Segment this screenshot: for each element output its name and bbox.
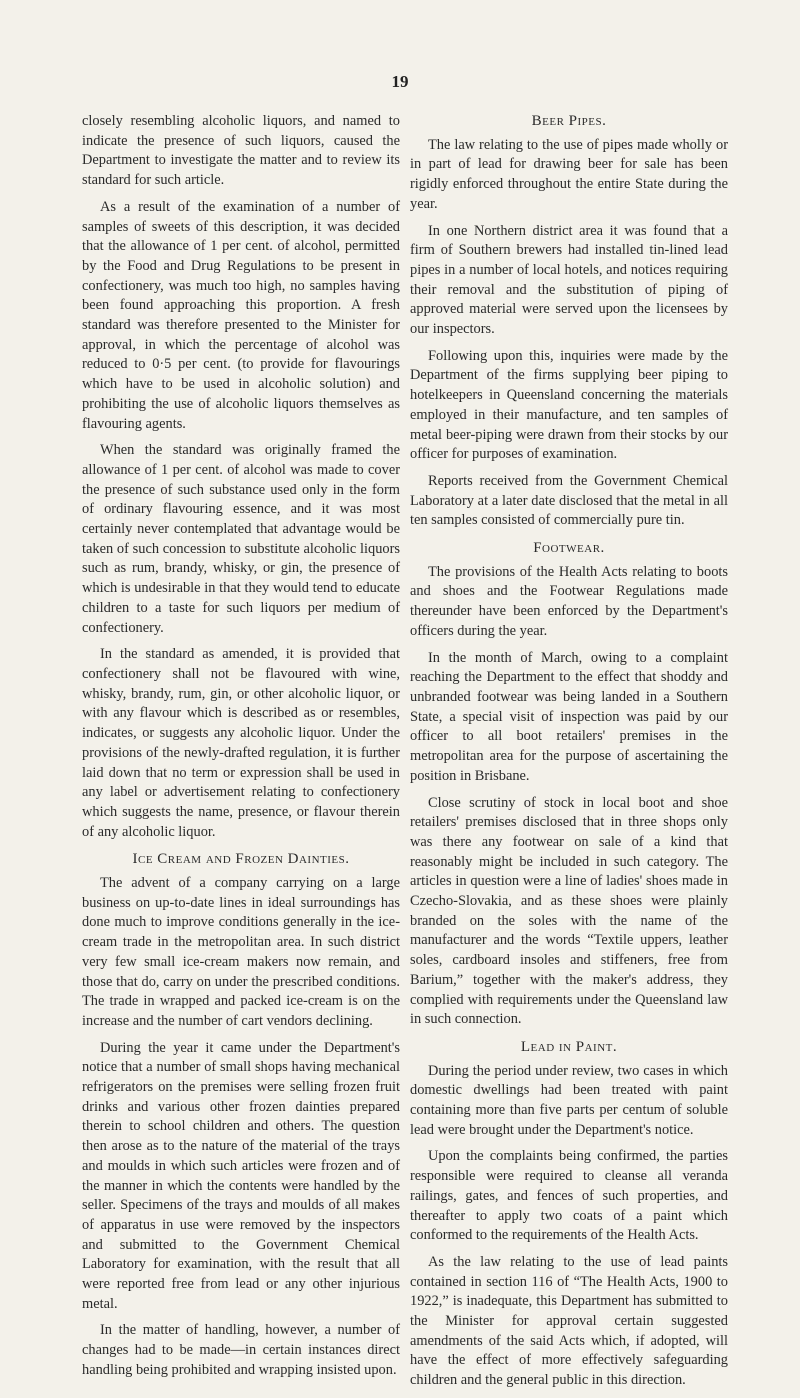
paragraph: Following upon this, inquiries were made by the Department of the firms supplying beer piping to hotelkeepers in Queensland concerning the materials employed in their manufacture, and ten samples of metal beer-piping were drawn from their stocks by our officer for purposes of examination. xyxy=(410,347,728,463)
section-heading-ice-cream: Ice Cream and Frozen Dainties. xyxy=(132,851,350,868)
section-heading-lead-in-paint: Lead in Paint. xyxy=(520,1038,618,1055)
paragraph: As the law relating to the use of lead paints contained in section 116 of “The Health Acts, 1900 to 1922,” is inadequate, this Department has submitted to the Minister for approval certain suggested amendments of the said Acts which, if adopted, will have the effect of more effectively safeguarding children and the general public in this direction. xyxy=(410,1253,728,1389)
paragraph: When the standard was originally framed the allowance of 1 per cent. of alcohol was made to cover the presence of such substance used only in the form of ordinary flavouring essence, and it was most certainly never contemplated that advantage would be taken of such concession to substitute alcoholic liquors such as rum, brandy, whisky, or gin, the presence of which is undesirable in that they would tend to educate children to a taste for such liquors per medium of confectionery. xyxy=(82,442,400,636)
paragraph: The provisions of the Health Acts relating to boots and shoes and the Footwear Regulations made thereunder have been enforced by the Department's officers during the year. xyxy=(410,563,728,639)
paragraph: In the month of March, owing to a complaint reaching the Department to the effect that shoddy and unbranded footwear was being landed in a Southern State, a special visit of inspection was paid by our officer to all boot retailers' premises in the metropolitan area for the purpose of ascertaining the position in Brisbane. xyxy=(410,649,728,784)
paragraph: Close scrutiny of stock in local boot and shoe retailers' premises disclosed that in three shops only was there any footwear on sale of a kind that reasonably might be included in such category. The articles in question were a line of ladies' shoes made in Czecho-Slovakia, and as these shoes were plainly branded on the soles with the name of the manufacturer and the words “Textile uppers, leather soles, cardboard insoles and stiffeners, free from Barium,” together with the maker's address, they complied with requirements under the Queensland law in such connection. xyxy=(410,794,728,1028)
paragraph: The advent of a company carrying on a large business on up-to-date lines in ideal surroundings has done much to improve conditions generally in the ice-cream trade in the metropolitan area. In such district very few small ice-cream makers now remain, and those that do, carry on under the prescribed conditions. The trade in wrapped and packed ice-cream is on the increase and the number of cart vendors declining. xyxy=(82,875,400,1029)
paragraph: closely resembling alcoholic liquors, and named to indicate the presence of such liquors, caused the Department to investigate the matter and to review its standard for such article. xyxy=(82,113,400,189)
paragraph: During the year it came under the Department's notice that a number of small shops having mechanical refrigerators on the premises were selling frozen fruit drinks and various other frozen dainties prepared therein to school children and others. The question then arose as to the nature of the material of the trays and moulds in which such articles were frozen and of the manner in which the contents were handled by the seller. Specimens of the trays and moulds of all makes of apparatus in use were removed by the inspectors and submitted to the Government Chemical Laboratory for examination, with the result that all were reported free from lead or any other injurious metal. xyxy=(82,1039,400,1312)
paragraph: As a result of the examination of a number of samples of sweets of this description, it was decided that the allowance of 1 per cent. of alcohol, permitted by the Food and Drug Regulations to be present in confectionery, was much too high, no samples having been found approaching this proportion. A fresh standard was therefore presented to the Minister for approval, in which the percentage of alcohol was reduced to 0·5 per cent. (to provide for flavourings which have to be used in alcoholic solution) and prohibiting the use of alcoholic liquors themselves as flavouring agents. xyxy=(82,198,400,432)
paragraph: Upon the complaints being confirmed, the parties responsible were required to cleanse all veranda railings, gates, and fences of such properties, and thereafter to apply two coats of a paint which conformed to the requirements of the Health Acts. xyxy=(410,1148,728,1244)
paragraph: Reports received from the Government Chemical Laboratory at a later date disclosed that the metal in all ten samples consisted of commercially pure tin. xyxy=(410,472,728,529)
paragraph: In the matter of handling, however, a number of changes had to be made—in certain instances direct handling being prohibited and wrapping insisted upon. xyxy=(82,1322,400,1378)
paragraph: During the period under review, two cases in which domestic dwellings had been treated with paint containing more than five parts per centum of soluble lead were brought under the Department's notice. xyxy=(410,1062,728,1138)
paragraph: In the standard as amended, it is provided that confectionery shall not be flavoured with wine, whisky, brandy, rum, gin, or other alcoholic liquor, or with any flavour which is described as or resembles, indicates, or suggests any alcoholic liquor. Under the provisions of the newly-drafted regulation, it is further laid down that no term or expression shall be used in any label or advertisement relating to confectionery which suggests the name, presence, or flavour therein of any alcoholic liquor. xyxy=(82,646,400,840)
page-number: 19 xyxy=(391,72,409,91)
paragraph: The law relating to the use of pipes made wholly or in part of lead for drawing beer for sale has been rigidly enforced throughout the entire State during the year. xyxy=(410,136,728,212)
left-column xyxy=(82,112,400,1388)
section-heading-footwear: Footwear. xyxy=(533,540,605,557)
right-column xyxy=(410,112,728,1398)
paragraph: In one Northern district area it was found that a firm of Southern brewers had installed tin-lined lead pipes in a number of local hotels, and notices requiring their removal and the substitution of piping of approved material were served upon the licensees by our inspectors. xyxy=(410,222,728,338)
section-heading-beer-pipes: Beer Pipes. xyxy=(531,113,607,129)
